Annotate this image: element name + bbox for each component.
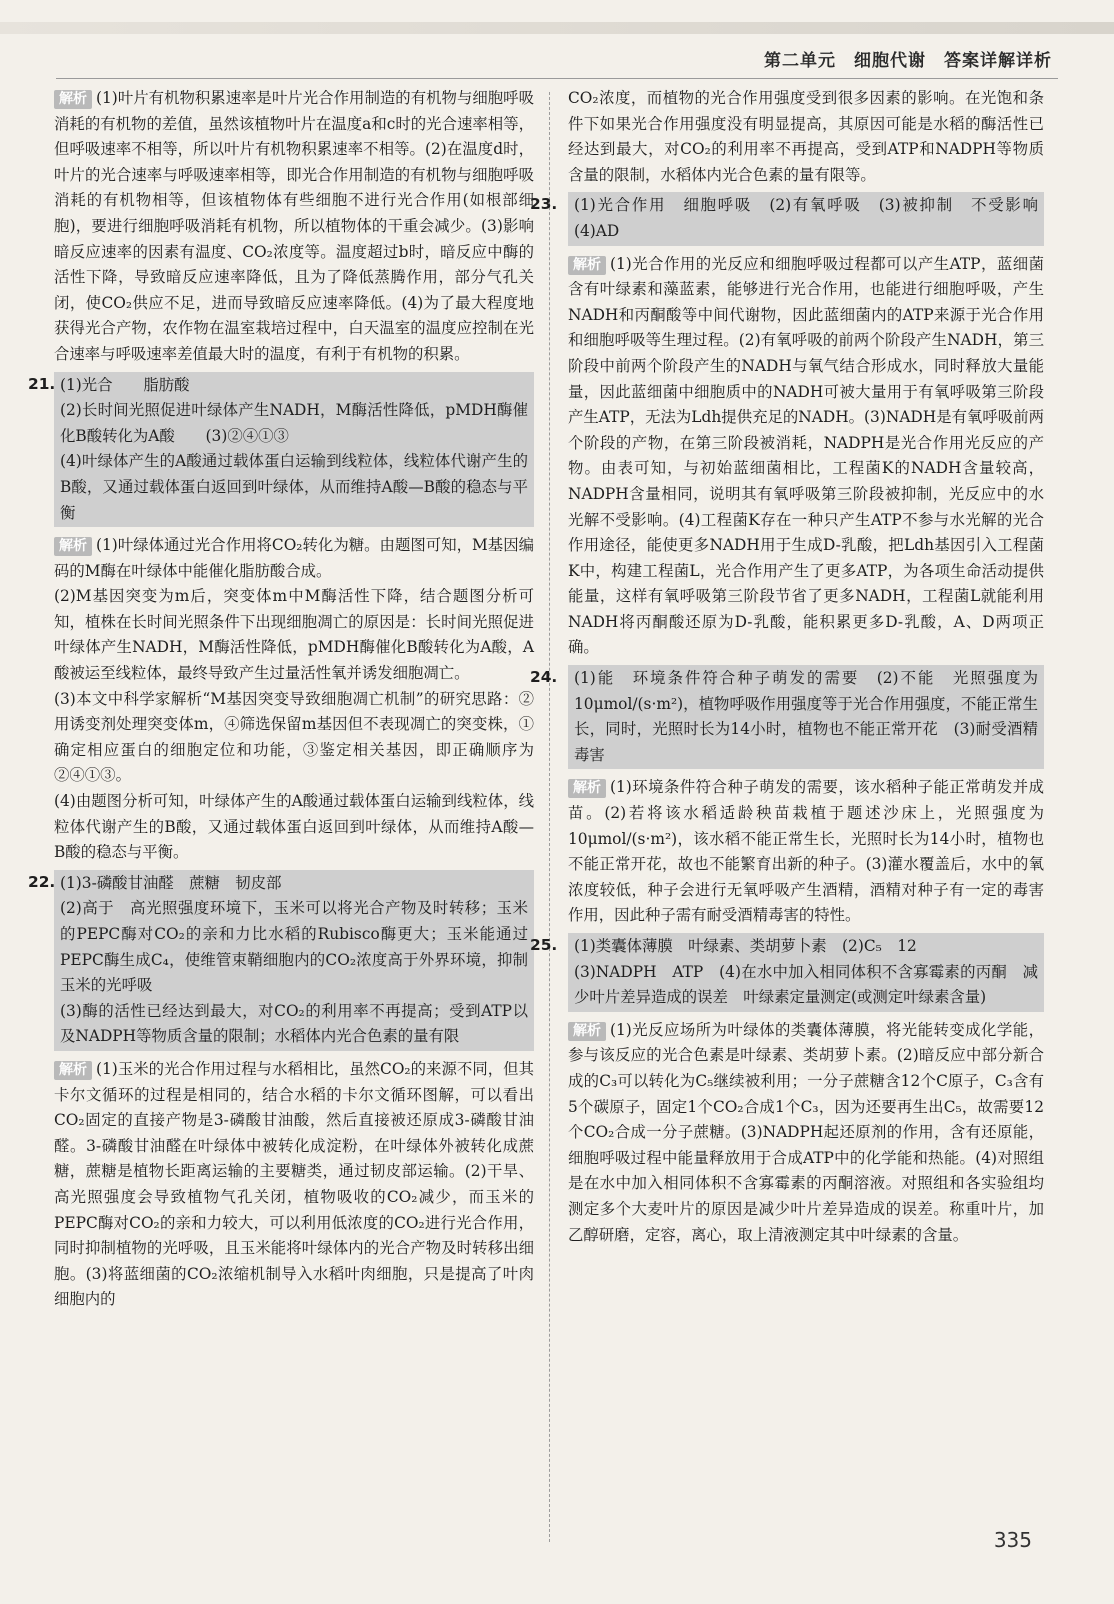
- analysis-text: (1)叶绿体通过光合作用将CO₂转化为糖。由题图可知，M基因编码的M酶在叶绿体中能催化脂肪酸合成。: [54, 536, 534, 580]
- q25-analysis: [568, 1018, 1044, 1248]
- question-23: [530, 192, 1054, 245]
- answer-line: (1)类囊体薄膜 叶绿素、类胡萝卜素 (2)C₅ 12: [574, 937, 917, 955]
- top-decor-bar: [0, 22, 1114, 34]
- q23-analysis: [568, 252, 1044, 662]
- answer-line: (3)酶的活性已经达到最大，对CO₂的利用率不再提高；受到ATP以及NADPH等物质含量的限制；水稻体内光合色素的量有限: [60, 1001, 528, 1046]
- analysis-tag: 解析: [54, 90, 92, 109]
- analysis-text: (1)玉米的光合作用过程与水稻相比，虽然CO₂的来源不同，但其卡尔文循环的过程是相同的，结合水稻的卡尔文循环图解，可以看出CO₂固定的直接产物是3-磷酸甘油酸，然后直接被还原成3-磷酸甘油醛。3-磷酸甘油醛在叶绿体中被转化成淀粉，在叶绿体外被转化成蔗糖，蔗糖是植物长距离运输的主要糖类，通过韧皮部运输。(2)干旱、高光照强度会导致植物气孔关闭，植物吸收的CO₂减少，而玉米的PEPC酶对CO₂的亲和力较大，可以利用低浓度的CO₂进行光合作用，同时抑制植物的光呼吸，且玉米能将叶绿体内的光合产物及时转移出细胞。(3)将蓝细菌的CO₂浓缩机制导入水稻叶肉细胞，只是提高了叶肉细胞内的: [54, 1059, 534, 1309]
- answer-box: [568, 665, 1044, 769]
- analysis-text: (3)本文中科学家解析“M基因突变导致细胞凋亡机制”的研究思路：②用诱变剂处理突变体m，④筛选保留m基因但不表现凋亡的突变株，①确定相应蛋白的细胞定位和功能，③鉴定相关基因，即正确顺序为②④①③。: [54, 689, 534, 785]
- left-column: [28, 86, 534, 1313]
- analysis-text: (1)光合作用的光反应和细胞呼吸过程都可以产生ATP，蓝细菌含有叶绿素和藻蓝素，能够进行光合作用，也能进行细胞呼吸，产生NADH和丙酮酸等中间代谢物，因此蓝细菌内的ATP来源于光合作用和细胞呼吸等生理过程。(2)有氧呼吸的前两个阶段产生NADH，第三阶段中前两个阶段产生的NADH与氧气结合形成水，同时释放大量能量，因此蓝细菌中细胞质中的NADH可被大量用于有氧呼吸第三阶段产生ATP，无法为Ldh提供充足的NADH。(3)NADH是有氧呼吸前两个阶段的产物，在第三阶段被消耗，NADPH是光合作用光反应的产物。由表可知，与初始蓝细菌相比，工程菌K的NADH含量较高，NADPH含量相同，说明其有氧呼吸第三阶段被抑制，光反应中的水光解不受影响。(4)工程菌K存在一种只产生ATP不参与水光解的光合作用途径，能使更多NADH用于生成D-乳酸，把Ldh基因引入工程菌K中，构建工程菌L，光合作用产生了更多ATP，为各项生命活动提供能量，这样有氧呼吸第三阶段节省了更多NADH，工程菌L就能利用NADH将丙酮酸还原为D-乳酸，能积累更多D-乳酸，A、D两项正确。: [568, 254, 1044, 657]
- analysis-tag: 解析: [568, 779, 606, 798]
- q22-analysis-continued: [568, 86, 1044, 188]
- analysis-text: (2)M基因突变为m后，突变体m中M酶活性下降，结合题图分析可知，植株在长时间光照条件下出现细胞凋亡的原因是：长时间光照促进叶绿体产生NADH，M酶活性降低，pMDH酶催化B酸转化为A酸，A酸被运至线粒体，最终导致产生过量活性氧并诱发细胞凋亡。: [54, 587, 534, 683]
- question-22: [28, 870, 534, 1051]
- column-divider: [549, 92, 550, 1542]
- analysis-tag: 解析: [568, 1022, 606, 1041]
- question-number: 21.: [28, 374, 56, 393]
- header-rule: [56, 78, 1058, 79]
- q22-analysis: [54, 1057, 534, 1313]
- q20-analysis-text: (1)叶片有机物积累速率是叶片光合作用制造的有机物与细胞呼吸消耗的有机物的差值，虽然该植物叶片在温度a和c时的光合速率相等，但呼吸速率不相等，所以叶片有机物积累速率不相等。(2)在温度d时，叶片的光合速率与呼吸速率相等，即光合作用制造的有机物与细胞呼吸消耗的有机物相等，但该植物体有些细胞不进行光合作用(如根部细胞)，要进行细胞呼吸消耗有机物，所以植物体的干重会减少。(3)影响暗反应速率的因素有温度、CO₂浓度等。温度超过b时，暗反应中酶的活性下降，导致暗反应速率降低，且为了降低蒸腾作用，部分气孔关闭，使CO₂供应不足，进而导致暗反应速率降低。(4)为了最大程度地获得光合产物，农作物在温室栽培过程中，白天温室的温度应控制在光合速率与呼吸速率差值最大时的温度，有利于有机物的积累。: [54, 89, 534, 363]
- answer-line: (1)能 环境条件符合种子萌发的需要 (2)不能 光照强度为10μmol/(s·m²)，植物呼吸作用强度等于光合作用强度，不能正常生长，同时，光照时长为14小时，植物也不能正常开花 (3)耐受酒精毒害: [574, 669, 1038, 764]
- analysis-text: CO₂浓度，而植物的光合作用强度受到很多因素的影响。在光饱和条件下如果光合作用强度没有明显提高，其原因可能是水稻的酶活性已经达到最大，对CO₂的利用率不再提高，受到ATP和NADPH等物质含量的限制，水稻体内光合色素的量有限等。: [568, 89, 1044, 184]
- running-header: 第二单元 细胞代谢 答案详解详析: [764, 51, 1052, 71]
- answer-line: (2)高于 高光照强度环境下，玉米可以将光合产物及时转移；玉米的PEPC酶对CO₂的亲和力比水稻的Rubisco酶更大；玉米能通过PEPC酶生成C₄，使维管束鞘细胞内的CO₂浓度高于外界环境，抑制玉米的光呼吸: [60, 899, 528, 995]
- answer-line: (1)光合作用 细胞呼吸 (2)有氧呼吸 (3)被抑制 不受影响 (4)AD: [574, 196, 1054, 240]
- page-number: 335: [993, 1528, 1032, 1552]
- question-25: [530, 933, 1044, 1012]
- answer-line: (2)长时间光照促进叶绿体产生NADH，M酶活性降低，pMDH酶催化B酸转化为A酸 (3)②④①③: [60, 401, 528, 445]
- analysis-tag: 解析: [54, 1061, 92, 1080]
- answer-line: (4)叶绿体产生的A酸通过载体蛋白运输到线粒体，线粒体代谢产生的B酸，又通过载体蛋白返回到叶绿体，从而维持A酸—B酸的稳态与平衡: [60, 452, 528, 522]
- question-21: [28, 372, 534, 528]
- answer-line: (3)NADPH ATP (4)在水中加入相同体积不含寡霉素的丙酮 减少叶片差异造成的误差 叶绿素定量测定(或测定叶绿素含量): [574, 962, 1038, 1007]
- question-number: 24.: [530, 668, 558, 687]
- answer-box: [568, 192, 1054, 245]
- answer-box: [568, 933, 1044, 1012]
- analysis-text: (1)光反应场所为叶绿体的类囊体薄膜，将光能转变成化学能，参与该反应的光合色素是叶绿素、类胡萝卜素。(2)暗反应中部分新合成的C₃可以转化为C₅继续被利用；一分子蔗糖含12个C原子，C₃含有5个碳原子，固定1个CO₂合成1个C₃，因为还要再生出C₅，故需要12个CO₂合成一分子蔗糖。(3)NADPH起还原剂的作用，含有还原能，细胞呼吸过程中能量释放用于合成ATP中的化学能和热能。(4)对照组是在水中加入相同体积不含寡霉素的丙酮溶液。对照组和各实验组均测定多个大麦叶片的原因是减少叶片差异造成的误差。称重叶片，加乙醇研磨，定容，离心，取上清液测定其中叶绿素的含量。: [568, 1020, 1044, 1244]
- analysis-tag: 解析: [568, 256, 606, 275]
- question-24: [530, 665, 1044, 769]
- analysis-tag: 解析: [54, 537, 92, 556]
- answer-line: (1)3-磷酸甘油醛 蔗糖 韧皮部: [60, 873, 282, 892]
- q21-analysis: [54, 533, 534, 866]
- analysis-text: (4)由题图分析可知，叶绿体产生的A酸通过载体蛋白运输到线粒体，线粒体代谢产生的B酸，又通过载体蛋白返回到叶绿体，从而维持A酸—B酸的稳态与平衡。: [54, 792, 534, 862]
- right-column: [530, 86, 1054, 1248]
- question-number: 23.: [530, 195, 558, 214]
- answer-box: [54, 870, 534, 1051]
- q24-analysis: [568, 775, 1044, 929]
- q20-analysis: [54, 86, 534, 368]
- question-number: 25.: [530, 936, 558, 954]
- question-number: 22.: [28, 872, 56, 891]
- answer-line: (1)光合 脂肪酸: [60, 375, 190, 394]
- answer-box: [54, 372, 534, 528]
- analysis-text: (1)环境条件符合种子萌发的需要，该水稻种子能正常萌发并成苗。(2)若将该水稻适龄秧苗栽植于题述沙床上，光照强度为10μmol/(s·m²)，该水稻不能正常生长，光照时长为14小时，植物也不能正常开花，故也不能繁育出新的种子。(3)灌水覆盖后，水中的氧浓度较低，种子会进行无氧呼吸产生酒精，酒精对种子有一定的毒害作用，因此种子需有耐受酒精毒害的特性。: [568, 778, 1044, 925]
